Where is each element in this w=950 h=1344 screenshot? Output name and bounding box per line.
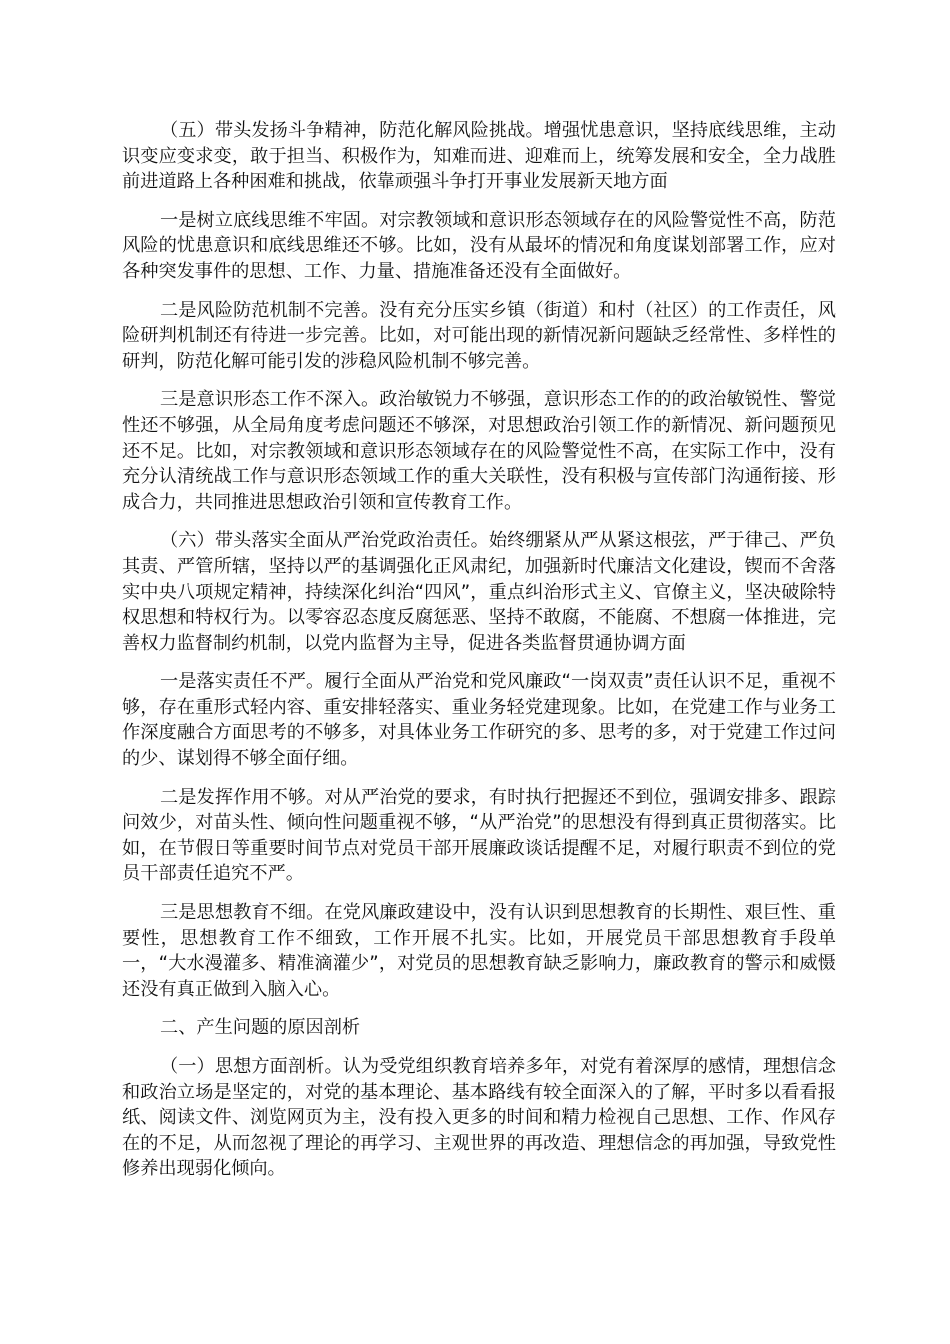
document-page (122, 118, 836, 1195)
section-five-heading: （五）带头发扬斗争精神，防范化解风险挑战。增强忧患意识，坚持底线思维，主动识变应变求变，敢于担当、积极作为，知难而进、迎难而上，统筹发展和安全，全力战胜前进道路上各种困难和挑战，依靠顽强斗争打开事业发展新天地方面 (122, 120, 836, 193)
paragraph-ideological-analysis: （一）思想方面剖析。认为受党组织教育培养多年，对党有着深厚的感情，理想信念和政治立场是坚定的，对党的基本理论、基本路线有较全面深入的了解，平时多以看看报纸、阅读文件、浏览网页为主，没有投入更多的时间和精力检视自己思想、工作、作风存在的不足，从而忽视了理论的再学习、主观世界的再改造、理想信念的再加强，导致党性修养出现弱化倾向。 (122, 1056, 836, 1180)
paragraph-bottom-line-thinking: 一是树立底线思维不牢固。对宗教领域和意识形态领域存在的风险警觉性不高，防范风险的忧患意识和底线思维还不够。比如，没有从最坏的情况和角度谋划部署工作，应对各种突发事件的思想、工作、力量、措施准备还没有全面做好。 (122, 209, 836, 282)
section-two-heading: 二、产生问题的原因剖析 (160, 1017, 361, 1039)
paragraph-ideological-education: 三是思想教育不细。在党风廉政建设中，没有认识到思想教育的长期性、艰巨性、重要性，思想教育工作不细致，工作开展不扎实。比如，开展党员干部思想教育手段单一，“大水漫灌多、精准滴灌少”，对党员的思想教育缺乏影响力，廉政教育的警示和威慑还没有真正做到入脑入心。 (122, 902, 836, 1000)
section-six-heading: （六）带头落实全面从严治党政治责任。始终绷紧从严从紧这根弦，严于律己、严负其责、严管所辖，坚持以严的基调强化正风肃纪，加强新时代廉洁文化建设，锲而不舍落实中央八项规定精神，持续深化纠治“四风”，重点纠治形式主义、官僚主义，坚决破除特权思想和特权行为。以零容忍态度反腐惩恶、坚持不敢腐，不能腐、不想腐一体推进，完善权力监督制约机制，以党内监督为主导，促进各类监督贯通协调方面 (122, 530, 836, 654)
paragraph-ideology-work: 三是意识形态工作不深入。政治敏锐力不够强，意识形态工作的的政治敏锐性、警觉性还不够强，从全局角度考虑问题还不够深，对思想政治引领工作的新情况、新问题预见还不足。比如，对宗教领域和意识形态领域存在的风险警觉性不高，在实际工作中，没有充分认清统战工作与意识形态领域工作的重大关联性，没有积极与宣传部门沟通衔接、形成合力，共同推进思想政治引领和宣传教育工作。 (122, 389, 836, 513)
paragraph-risk-prevention: 二是风险防范机制不完善。没有充分压实乡镇（街道）和村（社区）的工作责任，风险研判机制还有待进一步完善。比如，对可能出现的新情况新问题缺乏经常性、多样性的研判，防范化解可能引发的涉稳风险机制不够完善。 (122, 299, 836, 372)
paragraph-responsibility: 一是落实责任不严。履行全面从严治党和党风廉政“一岗双责”责任认识不足，重视不够，存在重形式轻内容、重安排轻落实、重业务轻党建现象。比如，在党建工作与业务工作深度融合方面思考的不够多，对具体业务工作研究的多、思考的多，对于党建工作过问的少、谋划得不够全面仔细。 (122, 671, 836, 770)
paragraph-role-playing: 二是发挥作用不够。对从严治党的要求，有时执行把握还不到位，强调安排多、跟踪问效少，对苗头性、倾向性问题重视不够，“从严治党”的思想没有得到真正贯彻落实。比如，在节假日等重要时间节点对党员干部开展廉政谈话提醒不足，对履行职责不到位的党员干部责任追究不严。 (122, 786, 836, 885)
